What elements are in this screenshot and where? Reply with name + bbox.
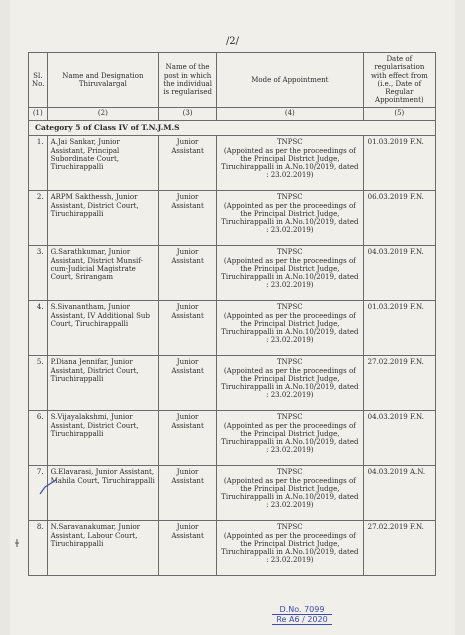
row-mode-body: (Appointed as per the proceedings of the Principal District Judge, Tiruchirappalli in A.No.10/2019, dated : 23.02.2019)	[221, 201, 359, 235]
row-sl-number: 4.	[29, 301, 48, 356]
row-name-designation: P.Diana Jennifar, Junior Assistant, District Court, Tiruchirappalli	[47, 356, 159, 411]
table-row	[29, 521, 436, 576]
table-row	[29, 466, 436, 521]
row-mode-of-appointment	[217, 191, 364, 246]
column-number: (1)	[29, 107, 48, 120]
row-post: Junior Assistant	[159, 246, 217, 301]
header-mode: Mode of Appointment	[217, 53, 364, 108]
row-mode-body: (Appointed as per the proceedings of the Principal District Judge, Tiruchirappalli in A.No.10/2019, dated : 23.02.2019)	[221, 366, 359, 400]
table-row	[29, 136, 436, 191]
column-number: (5)	[363, 107, 435, 120]
row-mode-head: TNPSC	[277, 413, 303, 422]
row-mode-body: (Appointed as per the proceedings of the Principal District Judge, Tiruchirappalli in A.No.10/2019, dated : 23.02.2019)	[221, 531, 359, 565]
row-post: Junior Assistant	[159, 411, 217, 466]
header-post: Name of the post in which the individual is regularised	[159, 53, 217, 108]
handwritten-annotation	[272, 605, 332, 625]
column-number: (3)	[159, 107, 217, 120]
row-mode-body: (Appointed as per the proceedings of the Principal District Judge, Tiruchirappalli in A.No.10/2019, dated : 23.02.2019)	[221, 311, 359, 345]
row-mode-of-appointment	[217, 301, 364, 356]
row-mode-head: TNPSC	[277, 358, 303, 367]
row-post: Junior Assistant	[159, 301, 217, 356]
header-date: Date of regularisation with effect from (i.e., Date of Regular Appointment)	[363, 53, 435, 108]
category-row	[29, 120, 436, 136]
row-mode-head: TNPSC	[277, 193, 303, 202]
row-name-designation: N.Saravanakumar, Junior Assistant, Labour Court, Tiruchirappalli	[47, 521, 159, 576]
row-name-designation: G.Sarathkumar, Junior Assistant, District Munsif-cum-Judicial Magistrate Court, Srirangam	[47, 246, 159, 301]
header-sl: Sl. No.	[29, 53, 48, 108]
row-post: Junior Assistant	[159, 356, 217, 411]
tick-mark-icon	[38, 478, 58, 498]
row-sl-number: 7.	[29, 466, 48, 521]
row-sl-number: 5.	[29, 356, 48, 411]
table-row	[29, 246, 436, 301]
row-mode-of-appointment	[217, 411, 364, 466]
row-mode-head: TNPSC	[277, 468, 303, 477]
document-page	[10, 0, 455, 635]
header-name: Name and Designation Thiruvalargal	[47, 53, 159, 108]
table-row	[29, 191, 436, 246]
row-sl-number: 2.	[29, 191, 48, 246]
row-regularisation-date: 01.03.2019 F.N.	[363, 301, 435, 356]
row-post: Junior Assistant	[159, 136, 217, 191]
row-name-designation: S.Vijayalakshmi, Junior Assistant, District Court, Tiruchirappalli	[47, 411, 159, 466]
row-regularisation-date: 04.03.2019 F.N.	[363, 411, 435, 466]
row-regularisation-date: 04.03.2019 A.N.	[363, 466, 435, 521]
annotation-dispatch-number: D.No. 7099	[272, 605, 332, 615]
row-mode-of-appointment	[217, 466, 364, 521]
table-row	[29, 411, 436, 466]
row-regularisation-date: 27.02.2019 F.N.	[363, 521, 435, 576]
row-name-designation: S.Sivanantham, Junior Assistant, IV Additional Sub Court, Tiruchirappalli	[47, 301, 159, 356]
row-regularisation-date: 27.02.2019 F.N.	[363, 356, 435, 411]
row-mode-of-appointment	[217, 356, 364, 411]
row-mode-body: (Appointed as per the proceedings of the Principal District Judge, Tiruchirappalli in A.No.10/2019, dated : 23.02.2019)	[221, 256, 359, 290]
column-number-row	[29, 107, 436, 120]
row-name-designation: G.Elavarasi, Junior Assistant, Mahila Court, Tiruchirappalli	[47, 466, 159, 521]
row-mode-body: (Appointed as per the proceedings of the Principal District Judge, Tiruchirappalli in A.No.10/2019, dated : 23.02.2019)	[221, 421, 359, 455]
column-number: (2)	[47, 107, 159, 120]
row-sl-number: 1.	[29, 136, 48, 191]
page-number: /2/	[225, 36, 240, 47]
row-name-designation: ARPM Sakthessh, Junior Assistant, District Court, Tiruchirappalli	[47, 191, 159, 246]
row-sl-number: 8.	[29, 521, 48, 576]
row-name-designation: A.Jai Sankar, Junior Assistant, Principal Subordinate Court, Tiruchirappalli	[47, 136, 159, 191]
row-mode-head: TNPSC	[277, 138, 303, 147]
header-row	[29, 53, 436, 108]
annotation-reference: Re A6 / 2020	[272, 615, 332, 625]
category-title: Category 5 of Class IV of T.N.J.M.S	[29, 120, 436, 136]
row-post: Junior Assistant	[159, 466, 217, 521]
row-regularisation-date: 01.03.2019 F.N.	[363, 136, 435, 191]
row-post: Junior Assistant	[159, 521, 217, 576]
staple-hole-icon	[14, 538, 20, 548]
table-row	[29, 301, 436, 356]
row-sl-number: 6.	[29, 411, 48, 466]
row-mode-of-appointment	[217, 136, 364, 191]
row-mode-body: (Appointed as per the proceedings of the Principal District Judge, Tiruchirappalli in A.No.10/2019, dated : 23.02.2019)	[221, 476, 359, 510]
row-post: Junior Assistant	[159, 191, 217, 246]
row-mode-of-appointment	[217, 246, 364, 301]
row-sl-number: 3.	[29, 246, 48, 301]
row-mode-of-appointment	[217, 521, 364, 576]
row-mode-head: TNPSC	[277, 303, 303, 312]
row-mode-head: TNPSC	[277, 248, 303, 257]
row-regularisation-date: 04.03.2019 F.N.	[363, 246, 435, 301]
row-mode-head: TNPSC	[277, 523, 303, 532]
row-regularisation-date: 06.03.2019 F.N.	[363, 191, 435, 246]
regularisation-table	[28, 52, 436, 576]
column-number: (4)	[217, 107, 364, 120]
row-mode-body: (Appointed as per the proceedings of the Principal District Judge, Tiruchirappalli in A.No.10/2019, dated : 23.02.2019)	[221, 146, 359, 180]
table-row	[29, 356, 436, 411]
